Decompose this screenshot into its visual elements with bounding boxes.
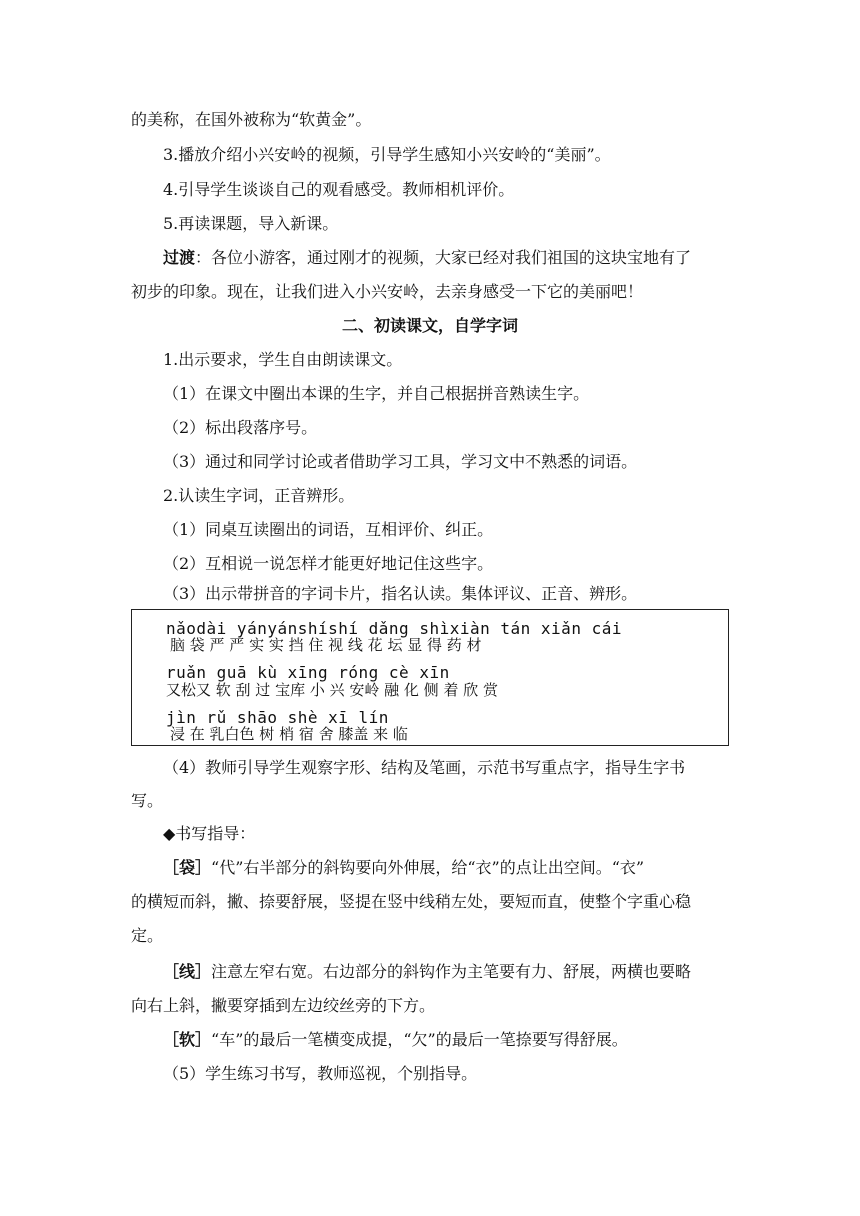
paragraph-line: 的美称，在国外被称为“软黄金”。 <box>131 110 372 129</box>
paragraph-line: 初步的印象。现在，让我们进入小兴安岭，去亲身感受一下它的美丽吧！ <box>131 282 644 301</box>
paragraph-line: 4.引导学生谈谈自己的观看感受。教师相机评价。 <box>163 180 515 199</box>
guide-text: 注意左窄右宽。右边部分的斜钩作为主笔要有力、舒展，两横也要略 <box>211 962 692 981</box>
guide-key: ［袋］ <box>163 858 212 877</box>
guide-item-dai <box>163 858 644 878</box>
paragraph-line: （4）教师引导学生观察字形、结构及笔画，示范书写重点字，指导生字书 <box>163 758 686 777</box>
section-heading: 二、初读课文，自学字词 <box>341 316 518 335</box>
guide-item-xian <box>163 962 691 982</box>
paragraph-line: （2）标出段落序号。 <box>163 418 318 437</box>
hanzi-row: 浸 在 乳白色 树 梢 宿 舍 膝盖 来 临 <box>170 725 408 743</box>
transition-text: ：各位小游客，通过刚才的视频，大家已经对我们祖国的这块宝地有了 <box>195 248 692 267</box>
paragraph-line: （1）同桌互读圈出的词语，互相评价、纠正。 <box>163 520 494 539</box>
paragraph-line: （3）通过和同学讨论或者借助学习工具，学习文中不熟悉的词语。 <box>163 452 638 471</box>
paragraph-line: 2.认读生字词，正音辨形。 <box>163 486 355 505</box>
guide-key: ［线］ <box>163 962 212 981</box>
paragraph-line: （3）出示带拼音的字词卡片，指名认读。集体评议、正音、辨形。 <box>163 584 638 603</box>
transition-label: 过渡 <box>163 248 196 267</box>
paragraph-line: 写。 <box>131 791 164 810</box>
guide-text: “代”右半部分的斜钩要向外伸展，给“衣”的点让出空间。“衣” <box>211 858 645 877</box>
paragraph-line: 5.再读课题，导入新课。 <box>163 214 339 233</box>
paragraph-line: 定。 <box>131 926 164 945</box>
hanzi-row: 又松又 软 刮 过 宝库 小 兴 安岭 融 化 侧 着 欣 赏 <box>166 681 498 699</box>
transition-paragraph <box>163 248 691 268</box>
hanzi-row: 脑 袋 严 严 实 实 挡 住 视 线 花 坛 显 得 药 材 <box>170 636 482 654</box>
paragraph-line: （2）互相说一说怎样才能更好地记住这些字。 <box>163 554 494 573</box>
guide-text: “车”的最后一笔横变成提，“欠”的最后一笔捺要写得舒展。 <box>211 1030 628 1049</box>
paragraph-line: 3.播放介绍小兴安岭的视频，引导学生感知小兴安岭的“美丽”。 <box>163 145 611 164</box>
guide-item-ruan <box>163 1030 628 1050</box>
pinyin-row: ruǎn guā kù xīng róng cè xīn <box>166 663 450 682</box>
paragraph-line: （1）在课文中圈出本课的生字，并自己根据拼音熟读生字。 <box>163 384 590 403</box>
pinyin-row: nǎodài yányánshíshí dǎng shìxiàn tán xiǎn cái <box>166 619 622 638</box>
writing-guide-title: ◆书写指导： <box>163 824 256 843</box>
paragraph-line: 的横短而斜，撇、捺要舒展，竖提在竖中线稍左处，要短而直，使整个字重心稳 <box>131 892 692 911</box>
paragraph-line: 1.出示要求，学生自由朗读课文。 <box>163 350 403 369</box>
pinyin-row: jìn rǔ shāo shè xī lín <box>166 708 389 727</box>
paragraph-line: 向右上斜，撇要穿插到左边绞丝旁的下方。 <box>131 996 436 1015</box>
guide-key: ［软］ <box>163 1030 212 1049</box>
paragraph-line: （5）学生练习书写，教师巡视，个别指导。 <box>163 1064 478 1083</box>
